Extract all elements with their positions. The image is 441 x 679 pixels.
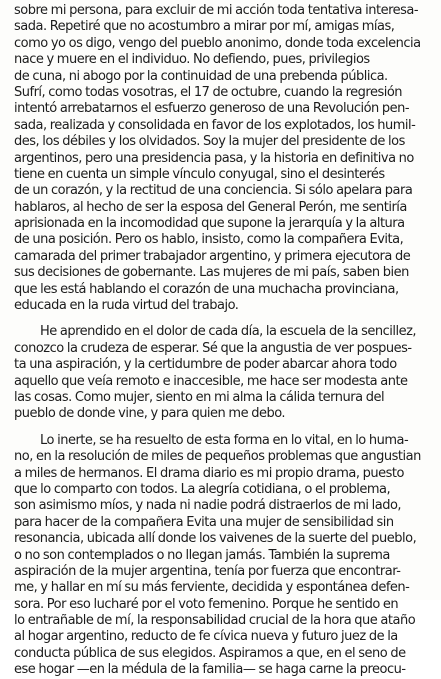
text-line: resonancia, ubicada allí donde los vaivenes de la suerte del pueblo, bbox=[14, 531, 417, 547]
text-line: hablaros, al hecho de ser la esposa del General Perón, me sentiría bbox=[14, 199, 407, 215]
text-line: conducta pública de sus elegidos. Aspiramos a que, en el seno de bbox=[14, 645, 406, 661]
text-line: a miles de hermanos. El drama diario es mi propio drama, puesto bbox=[14, 465, 404, 481]
text-line: camarada del primer trabajador argentino, y primera ejecutora de bbox=[14, 248, 411, 264]
text-line: que lo comparto con todos. La alegría cotidiana, o el problema, bbox=[14, 481, 391, 497]
text-line: Sufrí, como todas vosotras, el 17 de octubre, cuando la regresión bbox=[14, 84, 403, 100]
text-line: ese hogar —en la médula de la familia— se haga carne la preocu- bbox=[14, 662, 406, 678]
text-line: como yo os digo, vengo del pueblo anonimo, donde toda excelencia bbox=[14, 35, 421, 51]
text-line: sobre mi persona, para excluir de mi acción toda tentativa interesa- bbox=[14, 3, 419, 18]
text-line: no, en la resolución de miles de pequeños problemas que angustian bbox=[14, 449, 421, 465]
text-line: aquello que veía remoto e inaccesible, me hace ser modesta ante bbox=[14, 373, 408, 389]
text-line: tiene en cuenta un simple vínculo conyugal, sino el desinterés bbox=[14, 166, 385, 182]
text-line: para hacer de la compañera Evita una mujer de sensibilidad sin bbox=[14, 514, 394, 530]
text-line: al hogar argentino, reducto de fe cívica nueva y futuro juez de la bbox=[14, 629, 398, 645]
paragraph-gap bbox=[14, 423, 433, 433]
text-line: sada, realizada y consolidada en favor de los explotados, los humil- bbox=[14, 117, 416, 133]
text-line: ta una aspiración, y la certidumbre de poder abarcar ahora todo bbox=[14, 357, 397, 373]
paragraph-gap bbox=[14, 314, 433, 324]
text-line: me, y hallar en mí su más ferviente, decidida y espontánea defen- bbox=[14, 580, 410, 596]
body-text bbox=[14, 3, 433, 679]
text-line: de cuna, ni abogo por la continuidad de una prebenda pública. bbox=[14, 68, 388, 84]
paragraph-1 bbox=[14, 3, 433, 314]
text-line: aspiración de la mujer argentina, tenía por fuerza que encontrar- bbox=[14, 563, 401, 579]
text-line: des, los débiles y los olvidados. Soy la mujer del presidente de los bbox=[14, 134, 405, 150]
text-line: He aprendido en el dolor de cada día, la escuela de la sencillez, bbox=[40, 324, 417, 340]
text-line: sada. Repetiré que no acostumbro a mirar por mí, amigas mías, bbox=[14, 19, 395, 35]
paragraph-3 bbox=[14, 433, 433, 679]
paragraph-2 bbox=[14, 324, 433, 422]
text-line: que les está hablando el corazón de una muchacha provinciana, bbox=[14, 281, 399, 297]
text-line: las cosas. Como mujer, siento en mi alma la cálida ternura del bbox=[14, 389, 385, 405]
text-line: Lo inerte, se ha resuelto de esta forma en lo vital, en lo huma- bbox=[40, 432, 409, 448]
text-line: sus decisiones de gobernante. Las mujeres de mi país, saben bien bbox=[14, 265, 409, 281]
text-line: aprisionada en la incomodidad que supone la jerarquía y la altura bbox=[14, 216, 405, 232]
text-line: nace y muere en el individuo. No defiendo, pues, privilegios bbox=[14, 52, 370, 68]
text-line: pueblo de donde vine, y para quien me debo. bbox=[14, 406, 286, 422]
text-line: de un corazón, y la rectitud de una conciencia. Si sólo apelara para bbox=[14, 183, 413, 199]
text-line: intentó arrebatarnos el esfuerzo generoso de una Revolución pen- bbox=[14, 101, 410, 117]
text-line: lo entrañable de mí, la responsabilidad crucial de la hora que ataño bbox=[14, 613, 416, 629]
text-line: sora. Por eso lucharé por el voto femenino. Porque he sentido en bbox=[14, 596, 399, 612]
text-line: de una posición. Pero os hablo, insisto, como la compañera Evita, bbox=[14, 232, 404, 248]
text-line: o no son contemplados o no llegan jamás. También la suprema bbox=[14, 547, 390, 563]
text-line: argentinos, pero una presidencia pasa, y la historia en definitiva no bbox=[14, 150, 414, 166]
text-line: son asimismo míos, y nada ni nadie podrá distraerlos de mi lado, bbox=[14, 498, 402, 514]
text-line: conozco la crudeza de esperar. Sé que la angustia de ver pospues- bbox=[14, 340, 412, 356]
text-line: educada en la ruda virtud del trabajo. bbox=[14, 298, 239, 314]
